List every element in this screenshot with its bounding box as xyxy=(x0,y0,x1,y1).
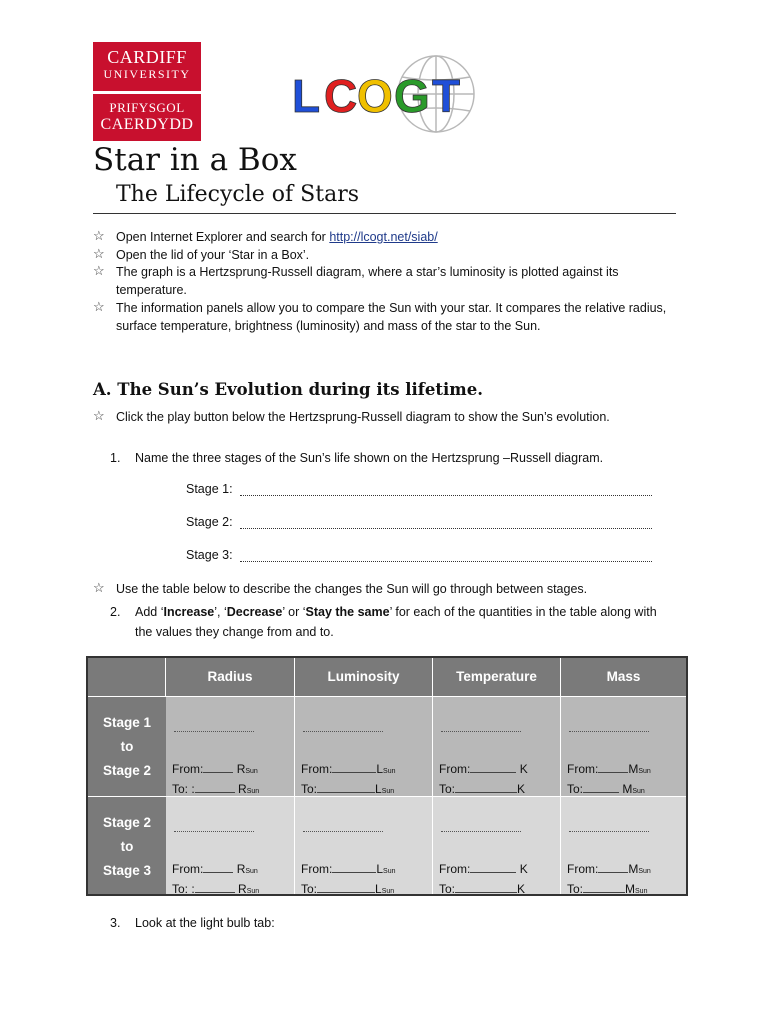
cardiff-logo-bottom xyxy=(93,94,201,141)
header-mass: Mass xyxy=(561,658,686,696)
row-label: Stage 3 xyxy=(102,863,152,878)
cell-radius-1-2[interactable]: From: RSun To: : RSun xyxy=(166,696,295,796)
question-2-text: Add ‘Increase’, ‘Decrease’ or ‘Stay the same’ for each of the quantities in the table along with the values they change from and to. xyxy=(135,605,657,639)
cell-temperature-1-2[interactable]: From: K To: K xyxy=(433,696,561,796)
intro-bullet-2-text: Open the lid of your ‘Star in a Box’. xyxy=(116,248,310,262)
cardiff-logo-top xyxy=(93,42,201,91)
intro-bullet-4-text: The information panels allow you to compare the Sun with your star. It compares the relative radius, surface temperature, brightness (luminosity) and mass of the star to the Sun. xyxy=(116,301,667,333)
stage-1-label: Stage 1: xyxy=(186,482,233,496)
lcogt-letter-o: O xyxy=(357,70,393,122)
lcogt-letter-g: G xyxy=(394,70,430,122)
siab-link[interactable]: http://lcogt.net/siab/ xyxy=(329,230,438,244)
cell-mass-1-2[interactable]: From: MSun To: MSun xyxy=(561,696,686,796)
cardiff-logo-line3: PRIFYSGOL xyxy=(109,100,185,115)
section-a-bullet-2 xyxy=(93,580,668,598)
lcogt-logo xyxy=(290,50,480,140)
intro-bullet-4 xyxy=(93,299,668,335)
table-corner xyxy=(88,658,166,696)
change-answer-line[interactable] xyxy=(569,831,649,832)
cell-mass-2-3[interactable]: From: MSun To: MSun xyxy=(561,796,686,894)
row-label: Stage 2 xyxy=(102,815,152,830)
stage-changes-table xyxy=(86,656,688,896)
row-stage-2-to-3 xyxy=(88,796,166,894)
question-number: 1. xyxy=(110,451,121,465)
cardiff-logo-line2: UNIVERSITY xyxy=(103,67,191,81)
section-a-bullet-1 xyxy=(93,408,668,426)
star-bullet-icon: ☆ xyxy=(93,228,105,243)
change-answer-line[interactable] xyxy=(441,831,521,832)
intro-bullet-1 xyxy=(93,228,668,246)
question-1-text: Name the three stages of the Sun’s life shown on the Hertzsprung –Russell diagram. xyxy=(135,451,604,465)
title-divider xyxy=(93,213,676,214)
cardiff-logo-line1: CARDIFF xyxy=(107,47,187,67)
star-bullet-icon: ☆ xyxy=(93,246,105,261)
header-temperature: Temperature xyxy=(433,658,561,696)
header-luminosity: Luminosity xyxy=(295,658,433,696)
star-bullet-icon: ☆ xyxy=(93,580,105,595)
star-bullet-icon: ☆ xyxy=(93,263,105,278)
change-answer-line[interactable] xyxy=(303,731,383,732)
cell-luminosity-1-2[interactable]: From: LSun To: LSun xyxy=(295,696,433,796)
cell-radius-2-3[interactable]: From: RSun To: : RSun xyxy=(166,796,295,894)
intro-bullet-1-text: Open Internet Explorer and search for xyxy=(116,230,330,244)
stage-1-answer-line[interactable] xyxy=(240,495,652,496)
cell-luminosity-2-3[interactable]: From: LSun To: LSun xyxy=(295,796,433,894)
stage-3-answer-line[interactable] xyxy=(240,561,652,562)
stage-1-answer xyxy=(186,482,656,502)
row-label: to xyxy=(120,739,134,754)
stage-2-answer-line[interactable] xyxy=(240,528,652,529)
intro-bullet-3-text: The graph is a Hertzsprung-Russell diagram, where a star’s luminosity is plotted against its temperature. xyxy=(116,265,619,297)
section-a-bullet-2-text: Use the table below to describe the changes the Sun will go through between stages. xyxy=(116,582,588,596)
lcogt-letter-c: C xyxy=(324,70,358,122)
change-answer-line[interactable] xyxy=(174,831,254,832)
intro-bullet-2 xyxy=(93,246,668,264)
change-answer-line[interactable] xyxy=(569,731,649,732)
star-bullet-icon: ☆ xyxy=(93,408,105,423)
change-answer-line[interactable] xyxy=(303,831,383,832)
change-answer-line[interactable] xyxy=(441,731,521,732)
row-label: to xyxy=(120,839,134,854)
row-stage-1-to-2 xyxy=(88,696,166,796)
cardiff-university-logo xyxy=(93,42,201,141)
star-bullet-icon: ☆ xyxy=(93,299,105,314)
change-answer-line[interactable] xyxy=(174,731,254,732)
stage-3-label: Stage 3: xyxy=(186,548,233,562)
header-radius: Radius xyxy=(166,658,295,696)
lcogt-wordmark xyxy=(290,50,480,140)
page-subtitle: The Lifecycle of Stars xyxy=(116,182,359,207)
page-title: Star in a Box xyxy=(93,142,297,178)
question-number: 3. xyxy=(110,916,121,930)
question-2 xyxy=(110,602,670,642)
question-number: 2. xyxy=(110,605,121,619)
stage-2-label: Stage 2: xyxy=(186,515,233,529)
lcogt-letter-t: T xyxy=(432,70,461,122)
question-1 xyxy=(110,448,670,468)
cell-temperature-2-3[interactable]: From: K To: K xyxy=(433,796,561,894)
lcogt-letter-l: L xyxy=(292,70,321,122)
stage-3-answer xyxy=(186,548,656,568)
question-3-text: Look at the light bulb tab: xyxy=(135,916,275,930)
intro-bullet-3 xyxy=(93,263,668,299)
question-3 xyxy=(110,913,670,933)
section-a-heading: A. The Sun’s Evolution during its lifetime. xyxy=(93,380,483,399)
stage-2-answer xyxy=(186,515,656,535)
row-label: Stage 2 xyxy=(102,763,152,778)
section-a-bullet-1-text: Click the play button below the Hertzsprung-Russell diagram to show the Sun’s evolution. xyxy=(116,410,610,424)
row-label: Stage 1 xyxy=(102,715,152,730)
cardiff-logo-line4: CAERDYDD xyxy=(100,116,194,133)
